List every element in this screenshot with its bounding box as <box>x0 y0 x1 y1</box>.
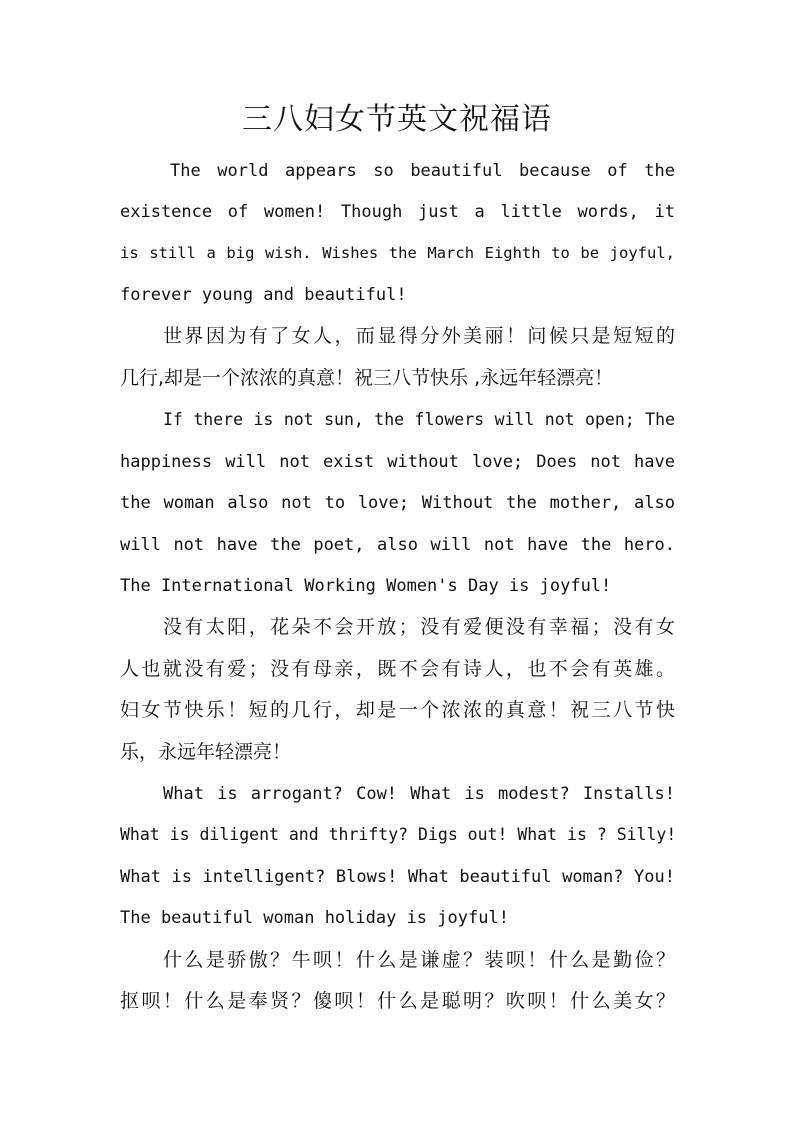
text-line: What is arrogant? Cow! What is modest? Installs! <box>163 784 675 804</box>
text-line: 什么是骄傲？牛呗！什么是谦虚？装呗！什么是勤俭？ <box>163 949 675 971</box>
text-line: If there is not sun, the flowers will not open; The <box>163 410 675 429</box>
text-line: will not have the poet, also will not have the hero. <box>120 535 675 555</box>
document-title: 三八妇女节英文祝福语 <box>242 102 552 137</box>
text-line: 妇女节快乐！短的几行，却是一个浓浓的真意！祝三八节快 <box>120 699 675 721</box>
text-line: The world appears so beautiful because of the <box>170 161 675 181</box>
text-line: happiness will not exist without love; Does not have <box>120 452 675 472</box>
text-line: is still a big wish. Wishes the March Eighth to be joyful, <box>120 244 675 262</box>
text-line: the woman also not to love; Without the mother, also <box>120 493 675 513</box>
text-line: 人也就没有爱；没有母亲，既不会有诗人，也不会有英雄。 <box>120 658 675 680</box>
text-line: 没有太阳，花朵不会开放；没有爱便没有幸福；没有女 <box>163 616 675 638</box>
text-line: The beautiful woman holiday is joyful! <box>120 908 509 928</box>
text-line: 抠呗！什么是奉贤？傻呗！什么是聪明？吹呗！什么美女？ <box>120 990 675 1012</box>
text-line: existence of women! Though just a little words, it <box>120 202 675 222</box>
text-line: The International Working Women's Day is joyful! <box>120 576 612 596</box>
text-line: What is diligent and thrifty? Digs out! What is ? Silly! <box>120 825 677 844</box>
text-line: What is intelligent? Blows! What beautiful woman? You! <box>120 867 675 887</box>
text-line: forever young and beautiful! <box>120 285 407 305</box>
text-line: 世界因为有了女人，而显得分外美丽！问候只是短短的 <box>163 325 675 347</box>
text-line: 几行,却是一个浓浓的真意！祝三八节快乐 ,永远年轻漂亮！ <box>120 367 614 389</box>
text-line: 乐，永远年轻漂亮！ <box>120 741 292 763</box>
